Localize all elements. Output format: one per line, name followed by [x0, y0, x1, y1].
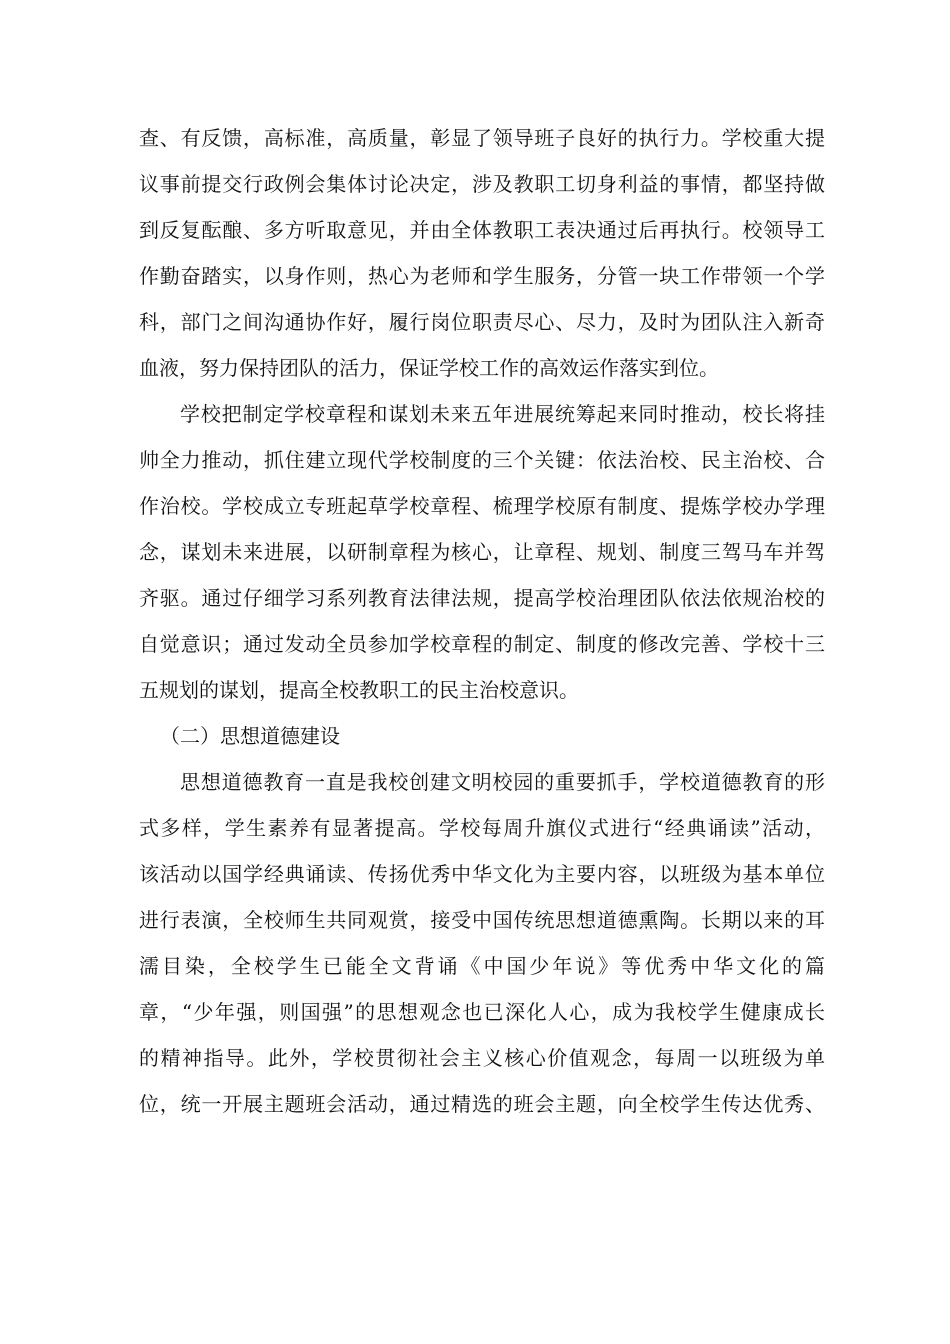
- paragraph-3-line-4: 进行表演，全校师生共同观赏，接受中国传统思想道德熏陶。长期以来的耳: [139, 908, 825, 932]
- paragraph-3-line-7: 的精神指导。此外，学校贯彻社会主义核心价值观念，每周一以班级为单: [139, 1046, 825, 1070]
- paragraph-2-line-2: 帅全力推动，抓住建立现代学校制度的三个关键：依法治校、民主治校、合: [139, 448, 825, 472]
- paragraph-3-line-1: 思想道德教育一直是我校创建文明校园的重要抓手，学校道德教育的形: [180, 770, 825, 794]
- paragraph-2-line-7: 五规划的谋划，提高全校教职工的民主治校意识。: [139, 678, 579, 702]
- paragraph-3-line-5: 濡目染，全校学生已能全文背诵《中国少年说》等优秀中华文化的篇: [139, 954, 825, 978]
- paragraph-1-line-5: 科，部门之间沟通协作好，履行岗位职责尽心、尽力，及时为团队注入新奇: [139, 310, 825, 334]
- paragraph-2-line-4: 念，谋划未来进展，以研制章程为核心，让章程、规划、制度三驾马车并驾: [139, 540, 825, 564]
- paragraph-1-line-1: 查、有反馈，高标准，高质量，彰显了领导班子良好的执行力。学校重大提: [139, 126, 825, 150]
- paragraph-3-line-6: 章，“少年强，则国强”的思想观念也已深化人心，成为我校学生健康成长: [139, 1000, 825, 1024]
- paragraph-2-line-3: 作治校。学校成立专班起草学校章程、梳理学校原有制度、提炼学校办学理: [139, 494, 825, 518]
- paragraph-1-line-6: 血液，努力保持团队的活力，保证学校工作的高效运作落实到位。: [139, 356, 719, 380]
- paragraph-3-line-8: 位，统一开展主题班会活动，通过精选的班会主题，向全校学生传达优秀、: [139, 1092, 825, 1116]
- paragraph-3-line-3: 该活动以国学经典诵读、传扬优秀中华文化为主要内容，以班级为基本单位: [139, 862, 825, 886]
- paragraph-2-line-6: 自觉意识；通过发动全员参加学校章程的制定、制度的修改完善、学校十三: [139, 632, 825, 656]
- paragraph-3-line-2: 式多样，学生素养有显著提高。学校每周升旗仪式进行“经典诵读”活动，: [139, 816, 825, 840]
- section-heading: （二）思想道德建设: [160, 724, 340, 748]
- paragraph-2-line-1: 学校把制定学校章程和谋划未来五年进展统筹起来同时推动，校长将挂: [180, 402, 825, 426]
- paragraph-1-line-4: 作勤奋踏实，以身作则，热心为老师和学生服务，分管一块工作带领一个学: [139, 264, 825, 288]
- paragraph-2-line-5: 齐驱。通过仔细学习系列教育法律法规，提高学校治理团队依法依规治校的: [139, 586, 825, 610]
- paragraph-1-line-3: 到反复酝酿、多方听取意见，并由全体教职工表决通过后再执行。校领导工: [139, 218, 825, 242]
- paragraph-1-line-2: 议事前提交行政例会集体讨论决定，涉及教职工切身利益的事情，都坚持做: [139, 172, 825, 196]
